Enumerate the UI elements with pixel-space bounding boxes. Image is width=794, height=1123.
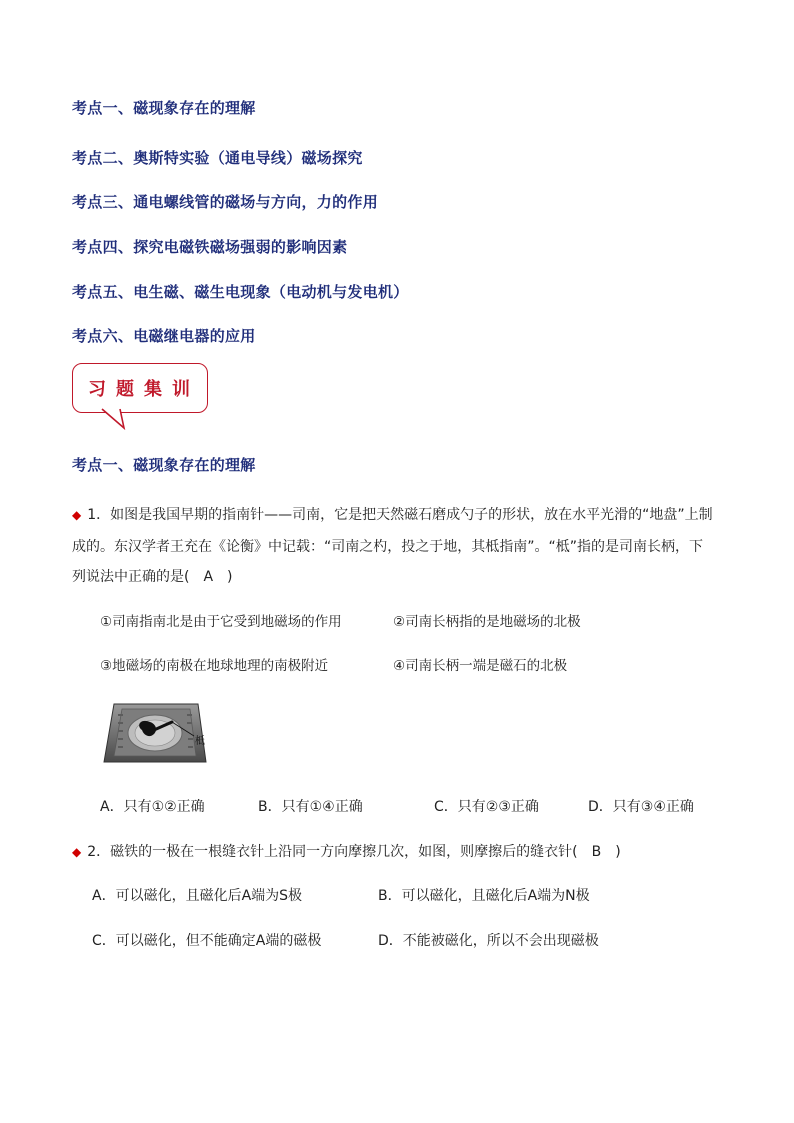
question-1-line-1 — [72, 504, 713, 524]
statement-4: ④司南长柄一端是磁石的北极 — [393, 658, 568, 674]
exercise-banner — [72, 363, 208, 413]
topic-5: 考点五、电生磁、磁生电现象（电动机与发电机） — [72, 283, 409, 301]
question-2-text-1: 2．磁铁的一极在一根缝衣针上沿同一方向摩擦几次，如图，则摩擦后的缝衣针( B ) — [87, 844, 621, 860]
q2-option-c: C．可以磁化，但不能确定A端的磁极 — [92, 933, 322, 949]
section-title: 考点一、磁现象存在的理解 — [72, 456, 256, 474]
q1-option-b: B．只有①④正确 — [258, 799, 363, 815]
question-2-line-1 — [72, 841, 621, 861]
question-1-text-1: 1．如图是我国早期的指南针——司南，它是把天然磁石磨成勺子的形状，放在水平光滑的“地盘”上制 — [87, 507, 713, 523]
exercise-banner-label: 习题集训 — [88, 379, 200, 400]
q2-option-b: B．可以磁化，且磁化后A端为N极 — [378, 888, 590, 904]
q2-option-a: A．可以磁化，且磁化后A端为S极 — [92, 888, 303, 904]
figure-label-di: 柢 — [195, 736, 205, 747]
topic-6: 考点六、电磁继电器的应用 — [72, 327, 256, 345]
sinan-compass-figure — [102, 700, 208, 766]
topic-3: 考点三、通电螺线管的磁场与方向，力的作用 — [72, 193, 379, 211]
question-1-line-3: 列说法中正确的是( A ) — [72, 569, 233, 585]
topic-2: 考点二、奥斯特实验（通电导线）磁场探究 — [72, 149, 363, 167]
question-1-line-2: 成的。东汉学者王充在《论衡》中记载：“司南之杓，投之于地，其柢指南”。“柢”指的是司南长柄，下 — [72, 539, 704, 555]
q1-option-d: D．只有③④正确 — [588, 799, 694, 815]
q2-option-d: D．不能被磁化，所以不会出现磁极 — [378, 933, 599, 949]
topic-4: 考点四、探究电磁铁磁场强弱的影响因素 — [72, 238, 348, 256]
statement-2: ②司南长柄指的是地磁场的北极 — [393, 614, 581, 630]
bullet-diamond-icon: ◆ — [72, 508, 82, 522]
q1-option-a: A．只有①②正确 — [100, 799, 205, 815]
topic-1: 考点一、磁现象存在的理解 — [72, 99, 256, 117]
banner-tail-icon — [100, 408, 140, 430]
bullet-diamond-icon: ◆ — [72, 845, 82, 859]
statement-1: ①司南指南北是由于它受到地磁场的作用 — [100, 614, 342, 630]
q1-option-c: C．只有②③正确 — [434, 799, 539, 815]
statement-3: ③地磁场的南极在地球地理的南极附近 — [100, 658, 329, 674]
